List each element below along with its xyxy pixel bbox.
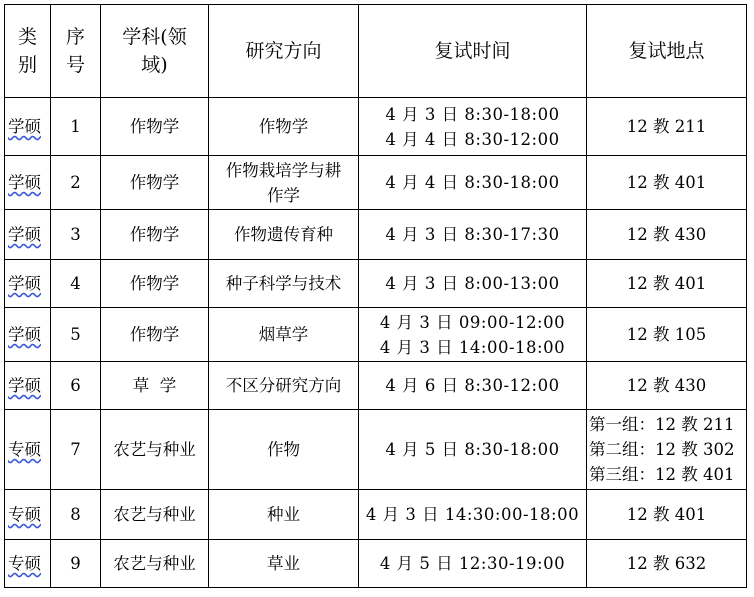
category-cell	[5, 156, 51, 210]
cell-line: 不区分研究方向	[225, 376, 342, 395]
discipline-cell	[101, 540, 209, 588]
header-row	[5, 5, 747, 98]
cell-line: 4 月 3 日 8:30-17:30	[385, 225, 560, 244]
cell-line: 作物栽培学与耕	[225, 160, 342, 180]
discipline-cell	[101, 362, 209, 410]
cell-line: 12 教 211	[626, 117, 707, 136]
header-discipline: 学科(领 域)	[101, 5, 209, 98]
place-cell	[587, 156, 747, 210]
index-cell	[51, 98, 101, 156]
index-cell	[51, 540, 101, 588]
cell-line: 作物学	[258, 117, 309, 136]
category-cell	[5, 540, 51, 588]
cell-line: 第三组：12 教 401	[589, 465, 735, 484]
discipline-text: 草 学	[132, 376, 177, 395]
table-row	[5, 410, 747, 490]
schedule-rows	[5, 98, 747, 588]
category-text: 专硕	[8, 440, 41, 459]
discipline-cell	[101, 410, 209, 490]
place-cell	[587, 308, 747, 362]
category-cell	[5, 410, 51, 490]
index-cell	[51, 210, 101, 260]
index-cell	[51, 308, 101, 362]
index-text: 3	[70, 225, 81, 244]
index-cell	[51, 410, 101, 490]
category-text: 学硕	[8, 117, 41, 136]
table-row	[5, 308, 747, 362]
cell-line: 4 月 3 日 09:00-12:00	[379, 312, 566, 332]
direction-cell	[209, 260, 359, 308]
cell-line: 4 月 5 日 8:30-18:00	[385, 440, 560, 459]
category-text: 学硕	[8, 325, 41, 344]
time-cell	[359, 98, 587, 156]
cell-line: 4 月 4 日 8:30-12:00	[385, 129, 560, 149]
time-cell	[359, 156, 587, 210]
discipline-cell	[101, 308, 209, 362]
header-time: 复试时间	[359, 5, 587, 98]
category-cell	[5, 308, 51, 362]
time-cell	[359, 410, 587, 490]
cell-line: 4 月 5 日 12:30-19:00	[379, 554, 566, 573]
cell-line: 第二组：12 教 302	[589, 440, 735, 459]
cell-line: 12 教 401	[626, 505, 707, 524]
cell-line: 种子科学与技术	[225, 274, 342, 293]
time-cell	[359, 540, 587, 588]
discipline-text: 作物学	[129, 117, 180, 136]
table-row	[5, 156, 747, 210]
direction-cell	[209, 540, 359, 588]
cell-line: 12 教 430	[626, 376, 707, 395]
category-cell	[5, 490, 51, 540]
table-row	[5, 98, 747, 156]
place-cell	[587, 410, 747, 490]
discipline-text: 作物学	[129, 225, 180, 244]
place-cell	[587, 210, 747, 260]
cell-line: 4 月 3 日 8:00-13:00	[385, 274, 560, 293]
time-cell	[359, 362, 587, 410]
time-cell	[359, 210, 587, 260]
category-cell	[5, 210, 51, 260]
direction-cell	[209, 410, 359, 490]
header-index: 序 号	[51, 5, 101, 98]
index-text: 2	[70, 173, 81, 192]
cell-line: 草业	[267, 554, 300, 573]
time-cell	[359, 308, 587, 362]
table-row	[5, 540, 747, 588]
category-cell	[5, 98, 51, 156]
cell-line: 12 教 401	[626, 274, 707, 293]
direction-cell	[209, 490, 359, 540]
cell-line: 作物	[267, 440, 300, 459]
cell-line: 4 月 6 日 8:30-12:00	[385, 376, 560, 395]
discipline-text: 农艺与种业	[113, 505, 196, 524]
discipline-text: 农艺与种业	[113, 554, 196, 573]
index-cell	[51, 362, 101, 410]
index-text: 7	[70, 440, 81, 459]
discipline-text: 作物学	[129, 274, 180, 293]
header-place: 复试地点	[587, 5, 747, 98]
cell-line: 12 教 632	[626, 554, 707, 573]
discipline-text: 作物学	[129, 325, 180, 344]
category-text: 学硕	[8, 376, 41, 395]
category-text: 学硕	[8, 274, 41, 293]
direction-cell	[209, 210, 359, 260]
table-row	[5, 260, 747, 308]
table-row	[5, 210, 747, 260]
index-cell	[51, 156, 101, 210]
place-cell	[587, 98, 747, 156]
category-text: 专硕	[8, 554, 41, 573]
index-text: 9	[70, 554, 81, 573]
cell-line: 4 月 3 日 14:30:00-18:00	[365, 505, 580, 524]
discipline-cell	[101, 490, 209, 540]
header-category: 类 别	[5, 5, 51, 98]
interview-schedule-table	[4, 4, 747, 588]
cell-line: 第一组：12 教 211	[589, 415, 735, 434]
discipline-text: 作物学	[129, 173, 180, 192]
table-row	[5, 490, 747, 540]
index-text: 1	[70, 117, 81, 136]
category-cell	[5, 260, 51, 308]
direction-cell	[209, 308, 359, 362]
index-text: 6	[70, 376, 81, 395]
index-text: 4	[70, 274, 81, 293]
time-cell	[359, 490, 587, 540]
cell-line: 作物遗传育种	[234, 225, 333, 244]
discipline-cell	[101, 98, 209, 156]
direction-cell	[209, 156, 359, 210]
category-cell	[5, 362, 51, 410]
category-text: 专硕	[8, 505, 41, 524]
time-cell	[359, 260, 587, 308]
direction-cell	[209, 362, 359, 410]
discipline-text: 农艺与种业	[113, 440, 196, 459]
category-text: 学硕	[8, 225, 41, 244]
category-text: 学硕	[8, 173, 41, 192]
index-cell	[51, 490, 101, 540]
discipline-cell	[101, 260, 209, 308]
cell-line: 4 月 3 日 8:30-18:00	[385, 104, 560, 124]
index-cell	[51, 260, 101, 308]
cell-line: 作学	[267, 185, 300, 205]
discipline-cell	[101, 156, 209, 210]
place-cell	[587, 260, 747, 308]
cell-line: 12 教 430	[626, 225, 707, 244]
place-cell	[587, 362, 747, 410]
cell-line: 12 教 401	[626, 173, 707, 192]
discipline-cell	[101, 210, 209, 260]
cell-line: 4 月 3 日 14:00-18:00	[379, 337, 566, 357]
header-direction: 研究方向	[209, 5, 359, 98]
place-cell	[587, 540, 747, 588]
cell-line: 12 教 105	[626, 325, 707, 344]
index-text: 5	[70, 325, 81, 344]
table-row	[5, 362, 747, 410]
cell-line: 4 月 4 日 8:30-18:00	[385, 173, 560, 192]
cell-line: 种业	[267, 505, 300, 524]
cell-line: 烟草学	[258, 325, 309, 344]
place-cell	[587, 490, 747, 540]
index-text: 8	[70, 505, 81, 524]
direction-cell	[209, 98, 359, 156]
